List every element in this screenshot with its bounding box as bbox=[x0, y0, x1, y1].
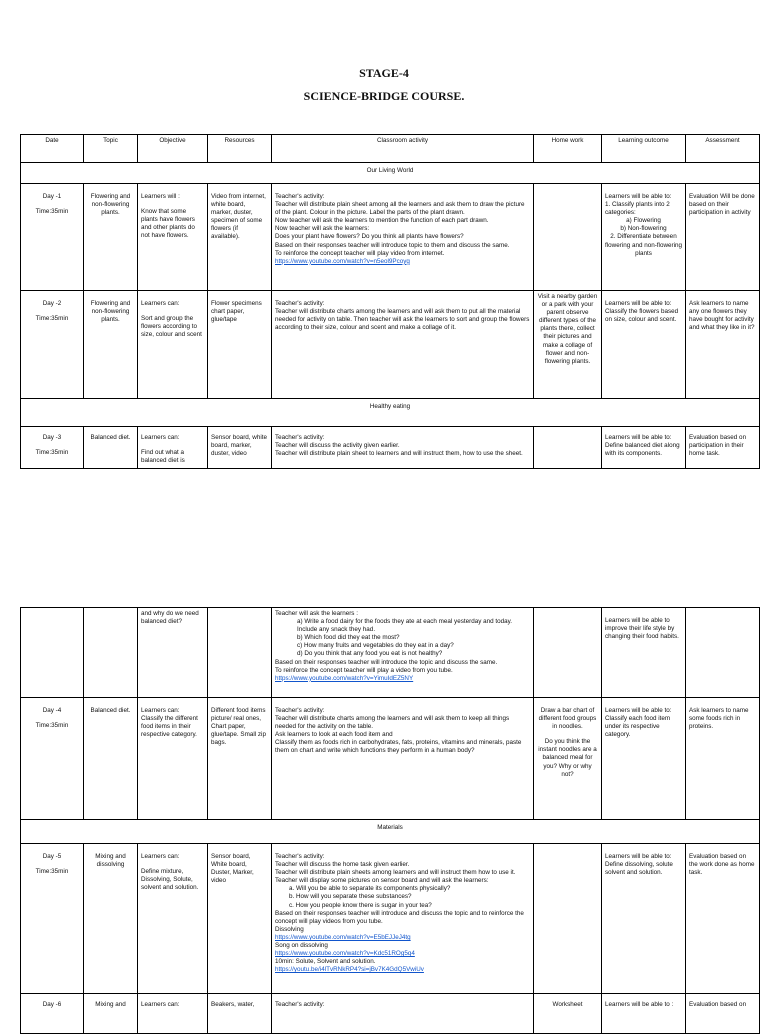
activity-cell bbox=[272, 844, 534, 994]
objective-heading: Learners can: bbox=[141, 707, 180, 714]
objective-heading: Learners can: bbox=[141, 300, 180, 307]
video-link[interactable]: https://www.youtube.com/watch?v=YimuIdEZ5NY bbox=[275, 674, 414, 682]
time-label: Time:35min bbox=[35, 868, 69, 876]
objective-text: Define mixture, Dissolving, Solute, solvent and solution. bbox=[141, 868, 199, 892]
activity-cell bbox=[272, 427, 534, 469]
date-cell bbox=[21, 184, 84, 291]
activity-item: c. How you people know there is sugar in your tea? bbox=[289, 901, 432, 909]
objective-cell bbox=[138, 844, 208, 994]
resources-cell: Sensor board, White board, Duster, Marker, video bbox=[208, 844, 272, 994]
resources-cell: Video from internet, white board, marker, duster, specimen of some flowers (if available). bbox=[208, 184, 272, 291]
day-label: Day -6 bbox=[42, 1001, 62, 1008]
objective-text: Classify the different food items in their respective category. bbox=[141, 715, 198, 739]
activity-cell bbox=[272, 608, 534, 698]
section-label-living-world: Our Living World bbox=[21, 163, 760, 184]
activity-item: a. Will you be able to separate its components physically? bbox=[289, 885, 451, 893]
date-cell bbox=[21, 291, 84, 399]
resources-cell: Different food items picture/ real ones, Chart paper, glue/tape. Small zip bags. bbox=[208, 698, 272, 820]
activity-item: c) How many fruits and vegetables do they eat in a day? bbox=[297, 642, 454, 650]
topic-cell: Flowering and non-flowering plants. bbox=[84, 184, 138, 291]
activity-item: b. How will you separate these substances? bbox=[289, 893, 412, 901]
resources-cell bbox=[208, 608, 272, 698]
col-header-resources: Resources bbox=[208, 135, 272, 163]
day-label: Day -5 bbox=[42, 853, 62, 860]
activity-line: Does your plant have flowers? Do you think all plants have flowers? bbox=[275, 233, 464, 241]
video-label: Song on dissolving bbox=[275, 942, 328, 950]
outcome-cell: Learners will be able to: Classify each food item under its respective category. bbox=[602, 698, 686, 820]
activity-cell bbox=[272, 698, 534, 820]
outcome-cell: Learners will be able to improve their life style by changing their food habits. bbox=[602, 608, 686, 698]
activity-line: Teacher will distribute plain sheets among learners and will instruct them how to use it. Teacher will display some pictures on sensor board and will ask the learners: bbox=[275, 869, 516, 885]
objective-text: Know that some plants have flowers and other plants do not have flowers. bbox=[141, 208, 195, 240]
activity-item: b) Which food did they eat the most? bbox=[297, 634, 400, 642]
col-header-objective: Objective bbox=[138, 135, 208, 163]
activity-line: Teacher will discuss the home task given earlier. bbox=[275, 861, 410, 869]
homework-cell: Visit a nearby garden or a park with your parent observe different types of the plants there, collect their pictures and make a collage of flower and non-flowering plants. bbox=[534, 291, 602, 399]
objective-cell bbox=[138, 291, 208, 399]
table-row bbox=[21, 844, 760, 994]
day-label: Day -2 bbox=[42, 300, 62, 307]
objective-text: Sort and group the flowers according to size, colour and scent bbox=[141, 315, 202, 339]
homework-cell bbox=[534, 427, 602, 469]
objective-text: Find out what a balanced diet is bbox=[141, 449, 185, 465]
activity-cell: Teacher's activity: bbox=[272, 994, 534, 1034]
activity-line: Teacher will distribute plain sheet to learners and will instruct them, how to use the sheet. bbox=[275, 450, 523, 458]
day-label: Day -4 bbox=[42, 707, 62, 714]
section-row bbox=[21, 820, 760, 844]
assessment-cell: Ask learners to name any one flowers they have bought for activity and what they like in it? bbox=[686, 291, 760, 399]
col-header-classroom-activity: Classroom activity bbox=[272, 135, 534, 163]
video-label: Dissolving bbox=[275, 925, 304, 933]
homework-question: Do you think the instant noodles are a balanced meal for you? Why or why not? bbox=[538, 738, 597, 778]
activity-line: Classify them as foods rich in carbohydrates, fats, proteins, vitamins and minerals, paste them on chart and write which functions they perform in a human body? bbox=[275, 739, 522, 755]
activity-line: Teacher will distribute plain sheet among all the learners and ask them to draw the picture of the plant. Colour in the picture. Label the parts of the plant drawn. bbox=[275, 201, 525, 217]
topic-cell: Mixing and dissolving bbox=[84, 844, 138, 994]
topic-cell: Mixing and bbox=[84, 994, 138, 1034]
assessment-cell: Evaluation based on the work done as home task. bbox=[686, 844, 760, 994]
assessment-cell: Evaluation based on participation in their home task. bbox=[686, 427, 760, 469]
topic-cell bbox=[84, 608, 138, 698]
outcome-item: 1. Classify plants into 2 categories: bbox=[605, 201, 670, 217]
col-header-date: Date bbox=[21, 135, 84, 163]
outcome-cell: Learners will be able to : bbox=[602, 994, 686, 1034]
date-cell bbox=[21, 698, 84, 820]
activity-line: Based on their responses teacher will introduce and discuss the topic and to reinforce the concept will play videos from you tube. bbox=[275, 909, 524, 925]
activity-line: Teacher will distribute charts among the learners and will ask them to keep all things needed for the activity on the table. bbox=[275, 715, 510, 731]
table-row bbox=[21, 427, 760, 469]
assessment-cell bbox=[686, 608, 760, 698]
time-label: Time:35min bbox=[35, 449, 69, 457]
section-row bbox=[21, 399, 760, 427]
video-link[interactable]: https://youtu.be/i4lTvRNkRP4?si=jBv7K4GdQ5VwiUv bbox=[275, 966, 424, 974]
outcome-item: b) Non-flowering bbox=[620, 225, 667, 233]
outcome-cell: Learners will be able to: Classify the flowers based on size, colour and scent. bbox=[602, 291, 686, 399]
homework-cell bbox=[534, 608, 602, 698]
col-header-topic: Topic bbox=[84, 135, 138, 163]
activity-item: d) Do you think that any food you eat is not healthy? bbox=[297, 650, 443, 658]
homework-task: Draw a bar chart of different food groups in noodles. bbox=[538, 707, 597, 731]
section-row bbox=[21, 163, 760, 184]
objective-heading: Learners can: bbox=[141, 853, 180, 860]
table-row bbox=[21, 291, 760, 399]
outcome-item: 2. Differentiate between flowering and non-flowering plants bbox=[605, 233, 683, 257]
objective-cell bbox=[138, 184, 208, 291]
activity-line: Ask learners to look at each food item and bbox=[275, 731, 393, 739]
homework-cell bbox=[534, 698, 602, 820]
activity-heading: Teacher's activity: bbox=[275, 853, 325, 860]
lesson-plan-table-page-1 bbox=[20, 134, 760, 469]
outcome-cell: Learners will be able to: Define dissolving, solute solvent and solution. bbox=[602, 844, 686, 994]
objective-heading: Learners can: bbox=[141, 434, 180, 441]
objective-cell: Learners can: bbox=[138, 994, 208, 1034]
outcome-cell: Learners will be able to: Define balanced diet along with its components. bbox=[602, 427, 686, 469]
outcome-item: a) Flowering bbox=[626, 217, 661, 225]
activity-heading: Teacher's activity: bbox=[275, 193, 325, 200]
course-title: SCIENCE-BRIDGE COURSE. bbox=[303, 89, 465, 103]
outcome-heading: Learners will be able to: bbox=[605, 193, 672, 200]
activity-line: Based on their responses teacher will introduce topic to them and discuss the same. bbox=[275, 241, 510, 249]
activity-item: a) Write a food dairy for the foods they ate at each meal yesterday and today. Include any snack they had. bbox=[297, 618, 513, 634]
topic-cell: Flowering and non-flowering plants. bbox=[84, 291, 138, 399]
activity-heading: Teacher's activity: bbox=[275, 434, 325, 441]
table-row bbox=[21, 184, 760, 291]
resources-cell: Beakers, water, bbox=[208, 994, 272, 1034]
time-label: Time:35min bbox=[35, 208, 69, 216]
date-cell bbox=[21, 994, 84, 1034]
objective-heading: Learners will : bbox=[141, 193, 180, 200]
homework-cell: Worksheet bbox=[534, 994, 602, 1034]
homework-cell bbox=[534, 844, 602, 994]
date-cell bbox=[21, 427, 84, 469]
table-row bbox=[21, 608, 760, 698]
objective-cell: and why do we need balanced diet? bbox=[138, 608, 208, 698]
homework-cell bbox=[534, 184, 602, 291]
video-link[interactable]: https://www.youtube.com/watch?v=Kdc51ROg5q4 bbox=[275, 950, 415, 958]
table-row bbox=[21, 698, 760, 820]
activity-line: Now teacher will ask the learners: bbox=[275, 225, 370, 233]
objective-cell bbox=[138, 698, 208, 820]
date-cell bbox=[21, 608, 84, 698]
lesson-plan-table-page-2 bbox=[20, 607, 760, 1034]
day-label: Day -1 bbox=[42, 193, 62, 200]
time-label: Time:35min bbox=[35, 315, 69, 323]
activity-heading: Teacher's activity: bbox=[275, 300, 325, 307]
resources-cell: Sensor board, white board, marker, duster, video bbox=[208, 427, 272, 469]
video-link[interactable]: https://www.youtube.com/watch?v=n5eol9Pcoyg bbox=[275, 257, 410, 265]
video-link[interactable]: https://www.youtube.com/watch?v=E5bEJJeJ4tg bbox=[275, 933, 411, 941]
outcome-cell bbox=[602, 184, 686, 291]
activity-line: Now teacher will ask the learners to mention the function of each part drawn. bbox=[275, 217, 489, 225]
assessment-cell: Evaluation Will be done based on their participation in activity bbox=[686, 184, 760, 291]
resources-cell: Flower specimens chart paper, glue/tape bbox=[208, 291, 272, 399]
date-cell bbox=[21, 844, 84, 994]
day-label: Day -3 bbox=[42, 434, 62, 441]
topic-cell: Balanced diet. bbox=[84, 698, 138, 820]
activity-line: Based on their responses teacher will introduce the topic and discuss the same. bbox=[275, 658, 498, 666]
section-label-materials: Materials bbox=[21, 820, 760, 844]
activity-text: Teacher will distribute charts among the learners and will ask them to put all the material needed for activity on table. Then teacher will ask the learners to sort and group the flowers according to their size, colour and scent and make a collage of it. bbox=[275, 308, 530, 332]
activity-line: Teacher will discuss the activity given earlier. bbox=[275, 442, 400, 450]
activity-cell bbox=[272, 184, 534, 291]
col-header-learning-outcome: Learning outcome bbox=[602, 135, 686, 163]
activity-cell bbox=[272, 291, 534, 399]
section-label-healthy-eating: Healthy eating bbox=[21, 399, 760, 427]
assessment-cell: Evaluation based on bbox=[686, 994, 760, 1034]
col-header-assessment: Assessment bbox=[686, 135, 760, 163]
activity-line: To reinforce the concept teacher will play video from internet. bbox=[275, 249, 445, 257]
table-header-row bbox=[21, 135, 760, 163]
video-label: 10min: Solute, Solvent and solution. bbox=[275, 958, 376, 966]
col-header-home-work: Home work bbox=[534, 135, 602, 163]
time-label: Time:35min bbox=[35, 722, 69, 730]
objective-cell bbox=[138, 427, 208, 469]
table-row bbox=[21, 994, 760, 1034]
activity-heading: Teacher's activity: bbox=[275, 707, 325, 714]
activity-line: To reinforce the concept teacher will play a video from you tube. bbox=[275, 666, 453, 674]
activity-heading: Teacher will ask the learners : bbox=[275, 610, 358, 617]
topic-cell: Balanced diet. bbox=[84, 427, 138, 469]
assessment-cell: Ask learners to name some foods rich in proteins. bbox=[686, 698, 760, 820]
stage-title: STAGE-4 bbox=[359, 66, 409, 80]
